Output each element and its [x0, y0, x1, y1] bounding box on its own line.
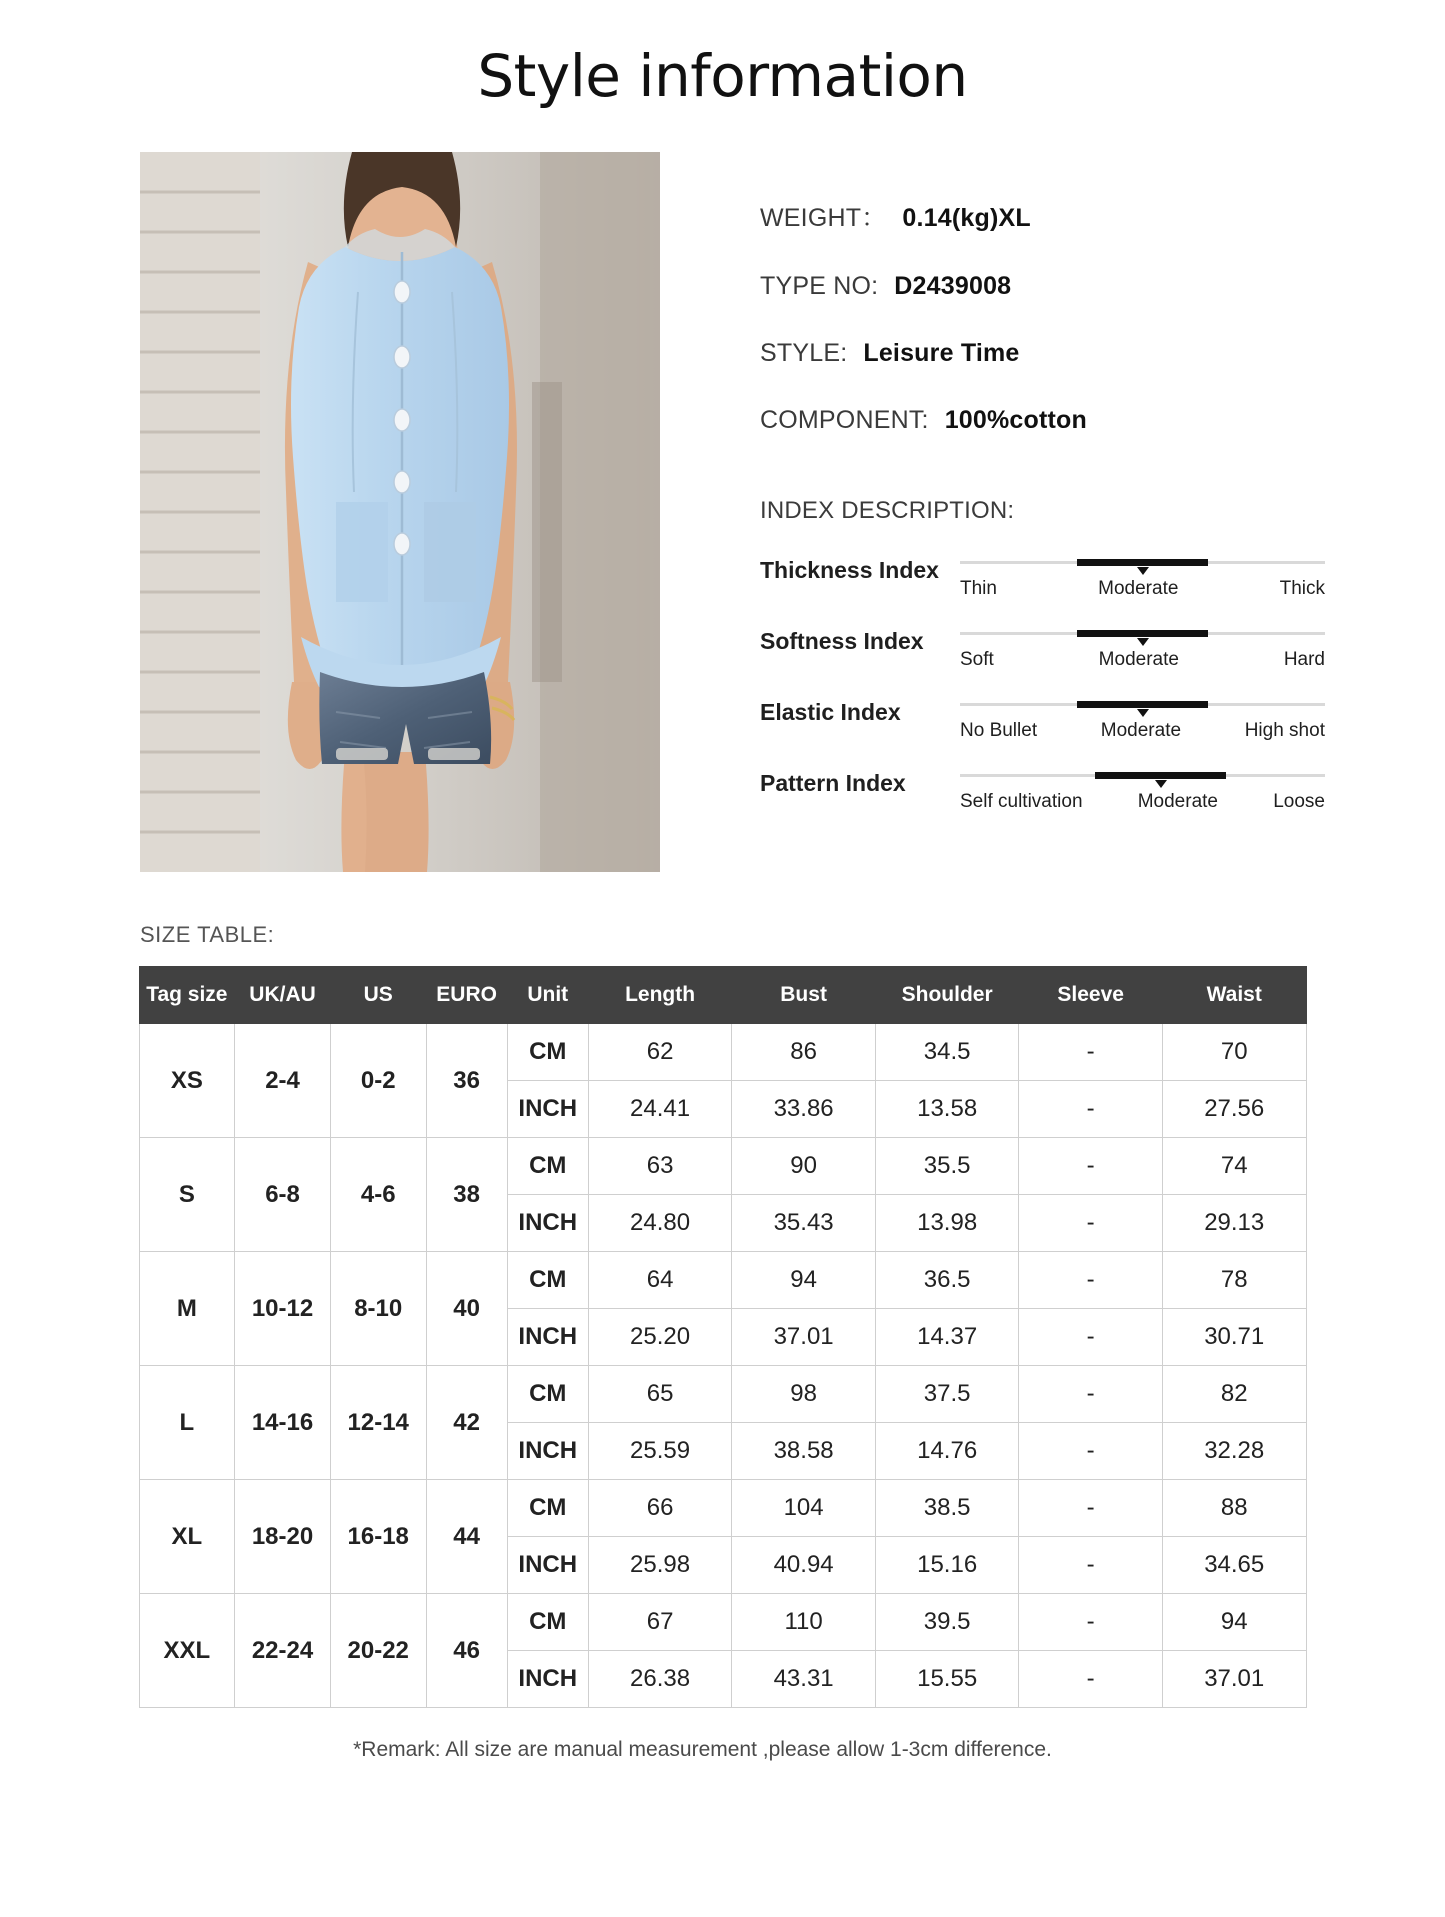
cell-tag-size: XXL: [139, 1594, 235, 1708]
index-label-softness: Softness Index: [760, 628, 924, 654]
table-row: [139, 1252, 1306, 1309]
cell-tag-size: XL: [139, 1480, 235, 1594]
index-scale-high-softness: Hard: [1283, 649, 1325, 670]
cell-sleeve-inch: -: [1019, 1195, 1163, 1252]
cell-waist-cm: 82: [1162, 1366, 1306, 1423]
index-label-thickness: Thickness Index: [760, 557, 939, 583]
spec-row-type-no: [760, 272, 1325, 301]
cell-bust-inch: 33.86: [732, 1081, 876, 1138]
index-scale-softness: [960, 649, 1325, 671]
index-gauge-elastic: [960, 693, 1325, 742]
spec-row-component: [760, 406, 1325, 435]
index-scale-elastic: [960, 720, 1325, 742]
spec-value-weight: 0.14(kg)XL: [902, 204, 1031, 232]
index-description-heading: INDEX DESCRIPTION:: [760, 497, 1015, 524]
cell-shoulder-cm: 38.5: [875, 1480, 1019, 1537]
cell-uk-au: 14-16: [235, 1366, 331, 1480]
cell-us: 4-6: [330, 1138, 426, 1252]
index-fill-thickness: [1077, 559, 1208, 566]
index-scale-mid-thickness: Moderate: [1098, 578, 1179, 599]
cell-length-inch: 24.41: [588, 1081, 732, 1138]
cell-length-cm: 64: [588, 1252, 732, 1309]
cell-shoulder-inch: 14.76: [875, 1423, 1019, 1480]
index-row-softness: [760, 622, 1325, 671]
cell-uk-au: 10-12: [235, 1252, 331, 1366]
size-table-label: SIZE TABLE:: [140, 922, 275, 947]
cell-waist-cm: 88: [1162, 1480, 1306, 1537]
cell-unit-inch: INCH: [507, 1081, 588, 1138]
cell-waist-inch: 32.28: [1162, 1423, 1306, 1480]
index-scale-high-pattern: Loose: [1273, 791, 1325, 812]
cell-waist-cm: 94: [1162, 1594, 1306, 1651]
cell-euro: 42: [426, 1366, 507, 1480]
cell-sleeve-inch: -: [1019, 1423, 1163, 1480]
cell-unit-cm: CM: [507, 1138, 588, 1195]
cell-sleeve-inch: -: [1019, 1537, 1163, 1594]
cell-waist-inch: 27.56: [1162, 1081, 1306, 1138]
cell-us: 8-10: [330, 1252, 426, 1366]
index-label-elastic: Elastic Index: [760, 699, 901, 725]
index-row-elastic: [760, 693, 1325, 742]
index-track-thickness: [960, 561, 1325, 564]
cell-us: 16-18: [330, 1480, 426, 1594]
product-photo-illustration: [140, 152, 660, 872]
cell-bust-inch: 38.58: [732, 1423, 876, 1480]
table-row: [139, 1138, 1306, 1195]
index-row-pattern: [760, 764, 1325, 813]
product-spec-list: [660, 152, 1325, 835]
size-table: [139, 966, 1307, 1708]
cell-shoulder-inch: 15.16: [875, 1537, 1019, 1594]
cell-length-inch: 24.80: [588, 1195, 732, 1252]
cell-waist-inch: 29.13: [1162, 1195, 1306, 1252]
table-row: [139, 1024, 1306, 1081]
cell-unit-cm: CM: [507, 1366, 588, 1423]
cell-euro: 46: [426, 1594, 507, 1708]
index-marker-softness: [1137, 638, 1149, 646]
cell-waist-inch: 30.71: [1162, 1309, 1306, 1366]
cell-length-inch: 26.38: [588, 1651, 732, 1708]
cell-us: 0-2: [330, 1024, 426, 1138]
index-track-elastic: [960, 703, 1325, 706]
cell-euro: 44: [426, 1480, 507, 1594]
cell-sleeve-inch: -: [1019, 1309, 1163, 1366]
cell-bust-cm: 104: [732, 1480, 876, 1537]
cell-waist-inch: 37.01: [1162, 1651, 1306, 1708]
index-gauge-thickness: [960, 551, 1325, 600]
cell-sleeve-cm: -: [1019, 1480, 1163, 1537]
cell-shoulder-cm: 37.5: [875, 1366, 1019, 1423]
spec-label-style: STYLE:: [760, 339, 848, 367]
cell-length-cm: 63: [588, 1138, 732, 1195]
table-row: [139, 1594, 1306, 1651]
index-label-pattern: Pattern Index: [760, 770, 906, 796]
col-header-bust: Bust: [732, 967, 876, 1024]
index-scale-low-pattern: Self cultivation: [960, 791, 1083, 812]
cell-waist-cm: 78: [1162, 1252, 1306, 1309]
cell-waist-cm: 74: [1162, 1138, 1306, 1195]
index-scale-low-thickness: Thin: [960, 578, 997, 599]
cell-length-cm: 65: [588, 1366, 732, 1423]
cell-euro: 36: [426, 1024, 507, 1138]
index-scale-thickness: [960, 578, 1325, 600]
cell-sleeve-cm: -: [1019, 1366, 1163, 1423]
cell-uk-au: 2-4: [235, 1024, 331, 1138]
cell-bust-inch: 35.43: [732, 1195, 876, 1252]
index-fill-elastic: [1077, 701, 1208, 708]
cell-length-inch: 25.20: [588, 1309, 732, 1366]
cell-shoulder-inch: 15.55: [875, 1651, 1019, 1708]
cell-bust-cm: 90: [732, 1138, 876, 1195]
cell-tag-size: M: [139, 1252, 235, 1366]
size-table-header-row: [139, 967, 1306, 1024]
spec-row-weight: [760, 198, 1325, 234]
cell-tag-size: S: [139, 1138, 235, 1252]
index-scale-mid-pattern: Moderate: [1137, 791, 1218, 812]
cell-uk-au: 22-24: [235, 1594, 331, 1708]
cell-unit-inch: INCH: [507, 1309, 588, 1366]
cell-unit-cm: CM: [507, 1024, 588, 1081]
index-marker-thickness: [1137, 567, 1149, 575]
index-scale-mid-softness: Moderate: [1098, 649, 1179, 670]
cell-length-cm: 62: [588, 1024, 732, 1081]
cell-sleeve-inch: -: [1019, 1651, 1163, 1708]
cell-unit-inch: INCH: [507, 1651, 588, 1708]
index-fill-softness: [1077, 630, 1208, 637]
col-header-length: Length: [588, 967, 732, 1024]
cell-sleeve-cm: -: [1019, 1594, 1163, 1651]
table-row: [139, 1366, 1306, 1423]
cell-bust-cm: 86: [732, 1024, 876, 1081]
col-header-uk-au: UK/AU: [235, 967, 331, 1024]
spec-value-type-no: D2439008: [894, 272, 1012, 300]
index-track-pattern: [960, 774, 1325, 777]
product-photo: [140, 152, 660, 872]
index-marker-pattern: [1155, 780, 1167, 788]
index-scale-high-thickness: Thick: [1279, 578, 1325, 599]
table-row: [139, 1480, 1306, 1537]
col-header-tag-size: Tag size: [139, 967, 235, 1024]
cell-us: 20-22: [330, 1594, 426, 1708]
index-gauge-pattern: [960, 764, 1325, 813]
spec-value-component: 100%cotton: [944, 406, 1087, 434]
cell-bust-cm: 94: [732, 1252, 876, 1309]
index-track-softness: [960, 632, 1325, 635]
cell-unit-cm: CM: [507, 1480, 588, 1537]
cell-bust-cm: 98: [732, 1366, 876, 1423]
index-marker-elastic: [1137, 709, 1149, 717]
cell-sleeve-cm: -: [1019, 1252, 1163, 1309]
index-gauge-softness: [960, 622, 1325, 671]
col-header-waist: Waist: [1162, 967, 1306, 1024]
cell-unit-inch: INCH: [507, 1423, 588, 1480]
product-overview-section: [0, 152, 1445, 872]
cell-unit-inch: INCH: [507, 1195, 588, 1252]
index-fill-pattern: [1095, 772, 1226, 779]
cell-length-inch: 25.59: [588, 1423, 732, 1480]
col-header-shoulder: Shoulder: [875, 967, 1019, 1024]
cell-uk-au: 18-20: [235, 1480, 331, 1594]
col-header-us: US: [330, 967, 426, 1024]
spec-label-component: COMPONENT:: [760, 406, 929, 434]
cell-bust-inch: 37.01: [732, 1309, 876, 1366]
cell-euro: 38: [426, 1138, 507, 1252]
cell-waist-inch: 34.65: [1162, 1537, 1306, 1594]
index-row-thickness: [760, 551, 1325, 600]
spec-label-type-no: TYPE NO:: [760, 272, 879, 300]
cell-tag-size: XS: [139, 1024, 235, 1138]
cell-length-cm: 67: [588, 1594, 732, 1651]
index-scale-high-elastic: High shot: [1244, 720, 1325, 741]
cell-length-cm: 66: [588, 1480, 732, 1537]
spec-label-weight: WEIGHT：: [760, 204, 887, 232]
cell-tag-size: L: [139, 1366, 235, 1480]
spec-row-style: [760, 339, 1325, 368]
cell-sleeve-inch: -: [1019, 1081, 1163, 1138]
cell-shoulder-cm: 39.5: [875, 1594, 1019, 1651]
index-scale-pattern: [960, 791, 1325, 813]
cell-bust-inch: 43.31: [732, 1651, 876, 1708]
size-table-remark: *Remark: All size are manual measurement ,please allow 1-3cm difference.: [353, 1738, 1052, 1761]
cell-shoulder-inch: 13.98: [875, 1195, 1019, 1252]
cell-shoulder-cm: 34.5: [875, 1024, 1019, 1081]
index-scale-low-elastic: No Bullet: [960, 720, 1038, 741]
cell-length-inch: 25.98: [588, 1537, 732, 1594]
cell-euro: 40: [426, 1252, 507, 1366]
index-scale-low-softness: Soft: [960, 649, 994, 670]
cell-uk-au: 6-8: [235, 1138, 331, 1252]
cell-us: 12-14: [330, 1366, 426, 1480]
index-scale-mid-elastic: Moderate: [1100, 720, 1182, 741]
cell-shoulder-inch: 14.37: [875, 1309, 1019, 1366]
cell-unit-cm: CM: [507, 1594, 588, 1651]
cell-shoulder-cm: 36.5: [875, 1252, 1019, 1309]
col-header-sleeve: Sleeve: [1019, 967, 1163, 1024]
cell-bust-inch: 40.94: [732, 1537, 876, 1594]
size-table-body: [139, 1024, 1306, 1708]
cell-sleeve-cm: -: [1019, 1024, 1163, 1081]
cell-waist-cm: 70: [1162, 1024, 1306, 1081]
cell-shoulder-cm: 35.5: [875, 1138, 1019, 1195]
page-title: Style information: [477, 42, 968, 110]
cell-sleeve-cm: -: [1019, 1138, 1163, 1195]
spec-value-style: Leisure Time: [863, 339, 1020, 367]
col-header-unit: Unit: [507, 967, 588, 1024]
col-header-euro: EURO: [426, 967, 507, 1024]
cell-shoulder-inch: 13.58: [875, 1081, 1019, 1138]
cell-bust-cm: 110: [732, 1594, 876, 1651]
cell-unit-cm: CM: [507, 1252, 588, 1309]
cell-unit-inch: INCH: [507, 1537, 588, 1594]
